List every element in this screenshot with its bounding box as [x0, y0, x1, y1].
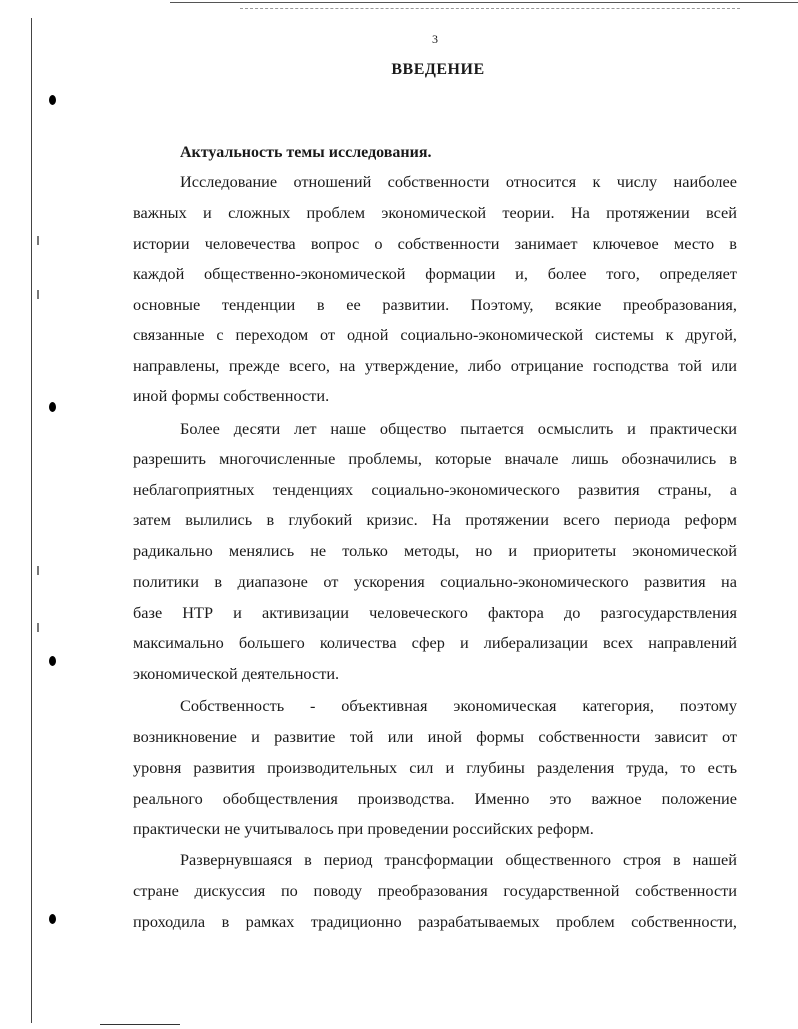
paragraph-line: проходила в рамках традиционно разрабатываемых проблем собственности,: [133, 912, 737, 931]
paragraph-line: Исследование отношений собственности относится к числу наиболее: [180, 172, 737, 191]
paragraph-line: Более десяти лет наше общество пытается осмыслить и практически: [180, 419, 737, 438]
paragraph-line: экономической деятельности.: [133, 664, 340, 683]
paragraph-line: возникновение и развитие той или иной формы собственности зависит от: [133, 727, 737, 746]
scan-tick-mark: [37, 566, 39, 575]
paragraph-line: истории человечества вопрос о собственности занимает ключевое место в: [133, 234, 737, 253]
binder-hole-mark: [49, 402, 56, 412]
page-number: 3: [432, 32, 438, 46]
paragraph-line: основные тенденции в ее развитии. Поэтому, всякие преобразования,: [133, 295, 737, 314]
scan-top-dashed-rule: [240, 8, 740, 9]
paragraph-line: реального обобществления производства. Именно это важное положение: [133, 789, 737, 808]
scan-tick-mark: [37, 236, 39, 245]
paragraph-line: Собственность - объективная экономическая категория, поэтому: [180, 696, 737, 715]
paragraph-line: неблагоприятных тенденциях социально-экономического развития страны, а: [133, 480, 737, 499]
paragraph-line: радикально менялись не только методы, но и приоритеты экономической: [133, 541, 737, 560]
paragraph-line: стране дискуссия по поводу преобразования государственной собственности: [133, 881, 737, 900]
scan-left-edge: [31, 18, 32, 1023]
binder-hole-mark: [49, 656, 56, 666]
paragraph-line: важных и сложных проблем экономической теории. На протяжении всей: [133, 203, 737, 222]
scan-bottom-rule: [100, 1024, 180, 1025]
paragraph-line: каждой общественно-экономической формации и, более того, определяет: [133, 264, 737, 283]
paragraph-line: разрешить многочисленные проблемы, которые вначале лишь обозначились в: [133, 449, 737, 468]
scan-tick-mark: [37, 623, 39, 632]
binder-hole-mark: [49, 914, 56, 924]
paragraph-line: затем вылились в глубокий кризис. На протяжении всего периода реформ: [133, 510, 737, 529]
paragraph-line: иной формы собственности.: [133, 386, 330, 405]
paragraph-line: направлены, прежде всего, на утверждение, либо отрицание господства той или: [133, 356, 737, 375]
section-subheading: Актуальность темы исследования.: [180, 144, 432, 161]
paragraph-line: Развернувшаяся в период трансформации общественного строя в нашей: [180, 850, 737, 869]
page-title: ВВЕДЕНИЕ: [391, 61, 485, 78]
binder-hole-mark: [49, 95, 56, 105]
paragraph-line: уровня развития производительных сил и глубины разделения труда, то есть: [133, 758, 737, 777]
paragraph-line: практически не учитывалось при проведении российских реформ.: [133, 819, 594, 838]
paragraph-line: максимально большего количества сфер и либерализации всех направлений: [133, 633, 737, 652]
paragraph-line: базе НТР и активизации человеческого фактора до разгосударствления: [133, 603, 737, 622]
scan-top-rule: [170, 2, 798, 3]
paragraph-line: связанные с переходом от одной социально-экономической системы к другой,: [133, 325, 737, 344]
scan-tick-mark: [37, 290, 39, 299]
paragraph-line: политики в диапазоне от ускорения социально-экономического развития на: [133, 572, 737, 591]
